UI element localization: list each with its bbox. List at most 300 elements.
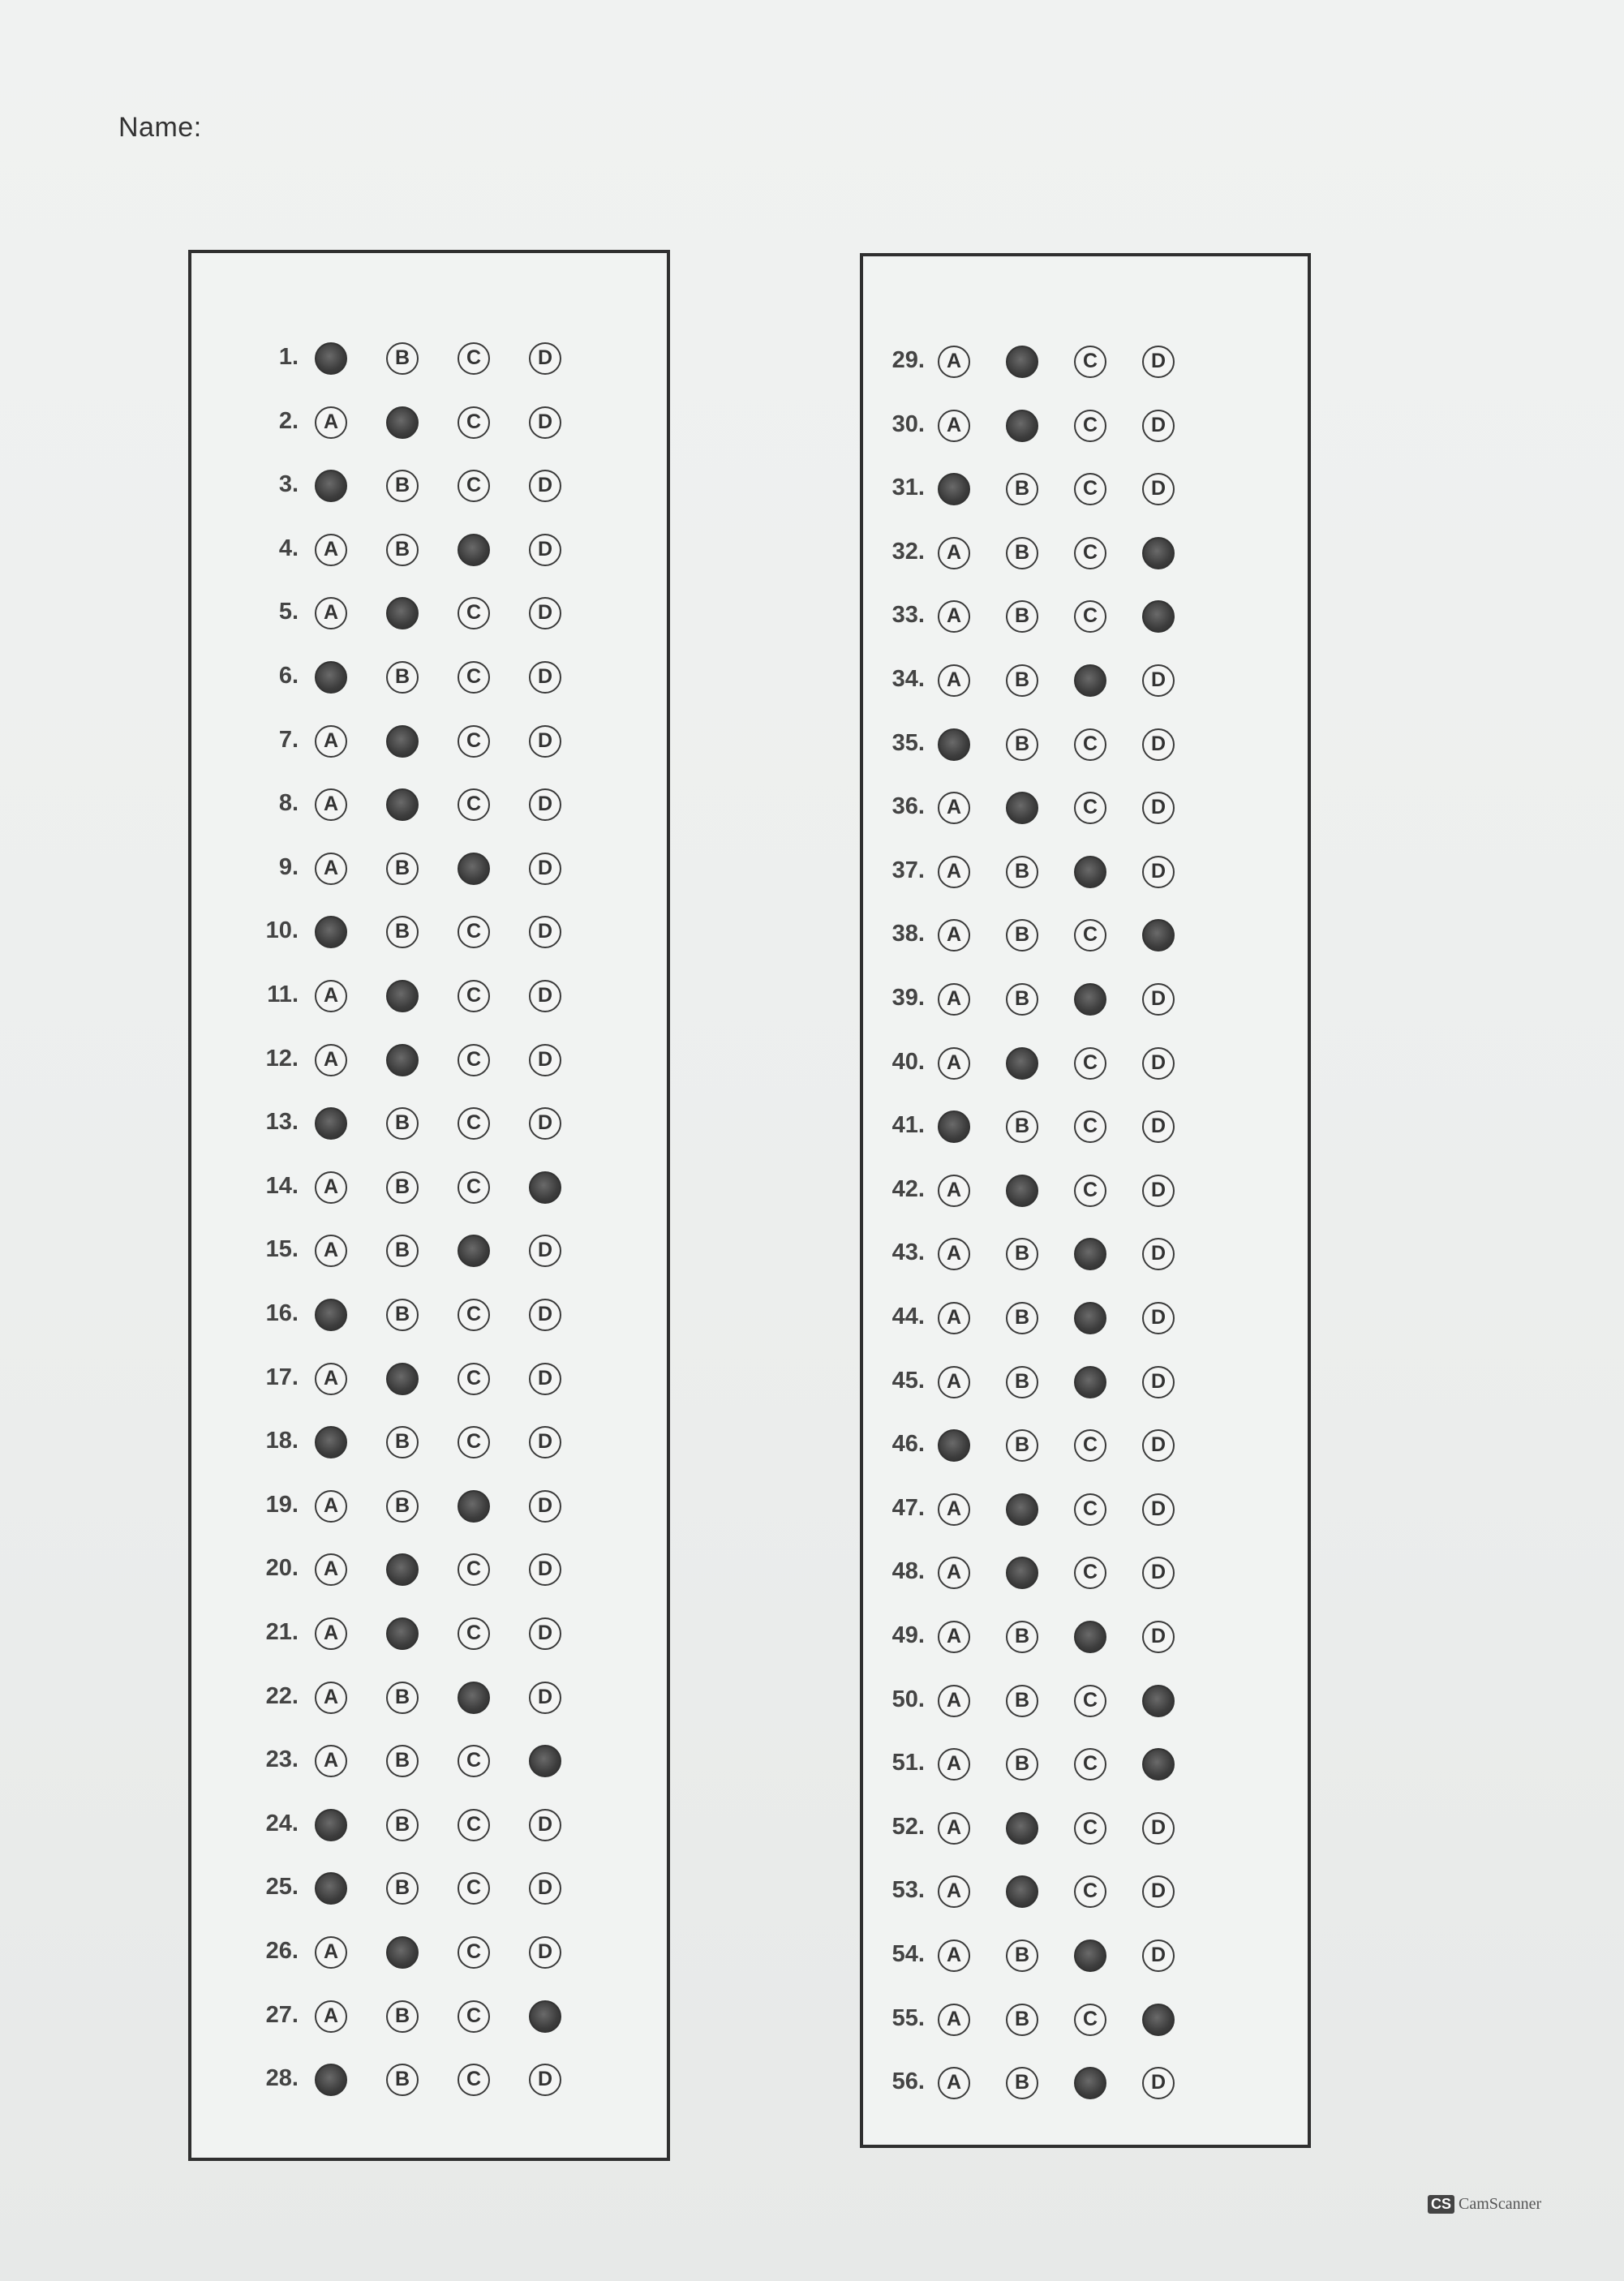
answer-bubble-c[interactable]: C [458,1617,490,1650]
answer-bubble-b[interactable]: B [1006,1110,1038,1143]
answer-bubble-c[interactable]: C [1074,1557,1106,1589]
answer-bubble-d[interactable]: D [529,1426,561,1458]
answer-bubble-a[interactable]: A [315,1363,347,1395]
answer-bubble-b[interactable] [1006,1557,1038,1589]
answer-bubble-a[interactable]: A [938,600,970,633]
answer-bubble-d[interactable] [1142,537,1175,569]
answer-bubble-d[interactable]: D [529,1235,561,1267]
answer-bubble-c[interactable]: C [458,1171,490,1204]
answer-bubble-b[interactable] [386,1044,419,1076]
answer-bubble-d[interactable]: D [529,916,561,948]
answer-bubble-a[interactable]: A [938,1557,970,1589]
answer-bubble-a[interactable]: A [938,346,970,378]
question-number: 55. [891,2004,925,2031]
answer-bubble-a[interactable] [938,1429,970,1462]
answer-bubble-b[interactable]: B [1006,537,1038,569]
answer-bubble-a[interactable]: A [938,1366,970,1398]
answer-bubble-b[interactable]: B [1006,1429,1038,1462]
question-row [863,911,1308,960]
answer-bubble-d[interactable]: D [1142,792,1175,824]
answer-bubble-b[interactable]: B [386,2064,419,2096]
answer-bubble-c[interactable]: C [458,470,490,502]
answer-bubble-d[interactable]: D [1142,1047,1175,1080]
answer-bubble-d[interactable]: D [1142,1175,1175,1207]
answer-bubble-a[interactable]: A [315,1682,347,1714]
question-row [863,529,1308,578]
question-row [863,1804,1308,1853]
question-row [863,1294,1308,1342]
answer-bubble-a[interactable] [315,1299,347,1331]
answer-bubble-d[interactable]: D [529,2064,561,2096]
question-number: 26. [265,1938,299,1964]
question-number: 33. [891,602,925,629]
answer-bubble-b[interactable]: B [386,1299,419,1331]
answer-bubble-b[interactable]: B [1006,919,1038,951]
answer-bubble-c[interactable] [1074,2067,1106,2099]
answer-bubble-a[interactable] [315,1809,347,1841]
answer-bubble-c[interactable]: C [1074,919,1106,951]
question-row [863,1358,1308,1407]
answer-bubble-b[interactable] [386,1553,419,1586]
answer-bubble-d[interactable]: D [529,1490,561,1523]
answer-bubble-a[interactable] [315,2064,347,2096]
question-number: 12. [265,1045,299,1072]
answer-bubble-b[interactable]: B [1006,1366,1038,1398]
question-number: 1. [278,344,299,370]
answer-bubble-d[interactable]: D [1142,1939,1175,1972]
answer-bubble-d[interactable]: D [529,725,561,758]
answer-bubble-c[interactable]: C [458,1299,490,1331]
answer-bubble-c[interactable]: C [1074,728,1106,761]
answer-bubble-b[interactable]: B [1006,983,1038,1016]
question-row [863,784,1308,832]
answer-bubble-b[interactable] [1006,1493,1038,1526]
answer-bubble-d[interactable]: D [529,1299,561,1331]
answer-bubble-c[interactable] [1074,1939,1106,1972]
answer-bubble-a[interactable]: A [315,534,347,566]
answer-bubble-b[interactable] [386,1363,419,1395]
answer-bubble-c[interactable]: C [458,2000,490,2033]
answer-bubble-b[interactable] [386,725,419,758]
answer-bubble-d[interactable]: D [529,1553,561,1586]
answer-bubble-d[interactable]: D [529,1936,561,1969]
answer-bubble-a[interactable]: A [938,664,970,697]
question-row [191,1355,667,1403]
question-row [863,337,1308,386]
answer-bubble-c[interactable]: C [458,2064,490,2096]
answer-bubble-d[interactable]: D [1142,1557,1175,1589]
answer-bubble-d[interactable] [529,1171,561,1204]
answer-bubble-d[interactable]: D [1142,664,1175,697]
answer-bubble-a[interactable]: A [315,1490,347,1523]
answer-bubble-c[interactable]: C [1074,600,1106,633]
answer-bubble-c[interactable] [1074,1366,1106,1398]
answer-bubble-b[interactable]: B [386,470,419,502]
answer-bubble-c[interactable]: C [458,597,490,629]
answer-bubble-d[interactable]: D [529,788,561,821]
question-row [191,1737,667,1785]
answer-bubble-c[interactable]: C [458,916,490,948]
question-row [191,1992,667,2041]
answer-bubble-c[interactable] [1074,983,1106,1016]
answer-bubble-a[interactable]: A [315,406,347,439]
answer-bubble-d[interactable]: D [529,661,561,694]
answer-bubble-d[interactable]: D [1142,1302,1175,1334]
answer-bubble-b[interactable]: B [386,534,419,566]
camscanner-text: CamScanner [1459,2195,1542,2213]
question-number: 15. [265,1236,299,1263]
answer-bubble-d[interactable]: D [1142,1812,1175,1845]
answer-bubble-b[interactable]: B [386,661,419,694]
answer-bubble-a[interactable] [938,1110,970,1143]
answer-bubble-a[interactable]: A [315,1044,347,1076]
answer-bubble-c[interactable]: C [1074,1812,1106,1845]
question-number: 36. [891,793,925,820]
answer-bubble-b[interactable] [386,788,419,821]
answer-bubble-d[interactable] [1142,600,1175,633]
question-number: 47. [891,1494,925,1521]
answer-bubble-c[interactable]: C [1074,1047,1106,1080]
answer-bubble-b[interactable]: B [1006,2067,1038,2099]
answer-bubble-d[interactable]: D [529,1363,561,1395]
answer-bubble-a[interactable] [938,728,970,761]
answer-bubble-d[interactable]: D [529,853,561,885]
question-number: 31. [891,475,925,501]
answer-bubble-b[interactable] [386,1936,419,1969]
answer-bubble-b[interactable]: B [386,1235,419,1267]
question-row [863,1995,1308,2044]
answer-bubble-b[interactable] [1006,1812,1038,1845]
answer-bubble-c[interactable]: C [458,406,490,439]
answer-bubble-c[interactable]: C [1074,1493,1106,1526]
answer-bubble-c[interactable] [458,853,490,885]
answer-bubble-c[interactable]: C [458,1363,490,1395]
answer-bubble-a[interactable]: A [315,2000,347,2033]
question-row [191,1609,667,1658]
answer-bubble-b[interactable]: B [386,1682,419,1714]
answer-bubble-d[interactable]: D [529,470,561,502]
answer-bubble-c[interactable]: C [458,1745,490,1777]
answer-bubble-c[interactable]: C [1074,537,1106,569]
answer-bubble-a[interactable]: A [938,983,970,1016]
question-row [863,1613,1308,1661]
answer-bubble-a[interactable] [315,661,347,694]
answer-bubble-d[interactable]: D [1142,983,1175,1016]
answer-bubble-d[interactable] [529,2000,561,2033]
answer-bubble-b[interactable]: B [1006,1238,1038,1270]
answer-bubble-a[interactable]: A [938,410,970,442]
answer-bubble-b[interactable] [1006,410,1038,442]
answer-bubble-b[interactable] [1006,346,1038,378]
answer-bubble-c[interactable]: C [458,342,490,375]
answer-bubble-a[interactable]: A [938,2067,970,2099]
answer-bubble-a[interactable] [315,1872,347,1905]
answer-bubble-b[interactable]: B [1006,856,1038,888]
question-row [863,656,1308,705]
answer-bubble-d[interactable]: D [1142,1493,1175,1526]
answer-bubble-d[interactable] [529,1745,561,1777]
answer-bubble-d[interactable]: D [529,1107,561,1140]
answer-bubble-d[interactable]: D [529,1682,561,1714]
answer-bubble-b[interactable]: B [386,1872,419,1905]
question-row [191,1864,667,1913]
answer-bubble-d[interactable]: D [529,1809,561,1841]
answer-bubble-a[interactable]: A [938,1812,970,1845]
answer-bubble-a[interactable]: A [315,1553,347,1586]
answer-bubble-d[interactable]: D [1142,473,1175,505]
question-number: 50. [891,1686,925,1712]
answer-bubble-a[interactable] [315,1107,347,1140]
answer-bubble-d[interactable] [1142,1748,1175,1781]
question-number: 42. [891,1175,925,1202]
answer-bubble-a[interactable] [315,1426,347,1458]
answer-bubble-b[interactable]: B [386,853,419,885]
answer-bubble-a[interactable] [315,916,347,948]
question-number: 40. [891,1048,925,1075]
question-row [191,1291,667,1339]
answer-bubble-b[interactable] [386,597,419,629]
question-row [191,1418,667,1467]
answer-bubble-c[interactable]: C [458,725,490,758]
question-row [191,972,667,1020]
answer-bubble-a[interactable]: A [938,537,970,569]
answer-bubble-d[interactable]: D [529,406,561,439]
answer-bubble-d[interactable]: D [1142,410,1175,442]
answer-bubble-b[interactable]: B [386,1809,419,1841]
answer-bubble-c[interactable] [458,1235,490,1267]
answer-bubble-b[interactable]: B [1006,1685,1038,1717]
answer-bubble-a[interactable]: A [315,1617,347,1650]
answer-bubble-d[interactable]: D [1142,2067,1175,2099]
answer-bubble-a[interactable]: A [938,1875,970,1908]
answer-bubble-a[interactable]: A [938,1175,970,1207]
question-row [863,1867,1308,1916]
answer-bubble-c[interactable] [1074,1621,1106,1653]
answer-bubble-c[interactable]: C [1074,1685,1106,1717]
question-row [191,334,667,383]
answer-bubble-c[interactable]: C [458,980,490,1012]
question-row [863,1421,1308,1470]
question-row [191,780,667,829]
answer-bubble-c[interactable]: C [1074,1875,1106,1908]
answer-bubble-c[interactable] [1074,1302,1106,1334]
question-number: 41. [891,1112,925,1139]
answer-bubble-a[interactable]: A [938,1748,970,1781]
right-answer-panel [860,253,1311,2148]
answer-bubble-b[interactable] [386,1617,419,1650]
answer-bubble-c[interactable]: C [458,1044,490,1076]
answer-bubble-c[interactable]: C [1074,792,1106,824]
answer-bubble-c[interactable] [458,1682,490,1714]
question-row [191,1099,667,1148]
question-number: 24. [265,1810,299,1836]
question-row [191,1036,667,1085]
answer-bubble-d[interactable]: D [1142,1110,1175,1143]
question-number: 46. [891,1431,925,1458]
question-row [191,398,667,447]
answer-bubble-d[interactable]: D [1142,1366,1175,1398]
answer-bubble-a[interactable]: A [315,725,347,758]
answer-bubble-d[interactable]: D [1142,1238,1175,1270]
question-number: 22. [265,1682,299,1709]
question-row [863,975,1308,1024]
answer-bubble-b[interactable]: B [1006,1302,1038,1334]
question-number: 16. [265,1300,299,1326]
answer-bubble-d[interactable]: D [529,980,561,1012]
answer-bubble-d[interactable]: D [1142,1875,1175,1908]
answer-bubble-d[interactable]: D [1142,1429,1175,1462]
answer-bubble-c[interactable]: C [458,1426,490,1458]
answer-bubble-b[interactable]: B [386,2000,419,2033]
answer-bubble-c[interactable]: C [1074,1429,1106,1462]
question-number: 51. [891,1750,925,1776]
question-number: 6. [278,663,299,689]
answer-bubble-d[interactable] [1142,1685,1175,1717]
answer-bubble-a[interactable]: A [938,919,970,951]
answer-bubble-c[interactable] [1074,1238,1106,1270]
question-number: 17. [265,1364,299,1390]
answer-bubble-b[interactable]: B [386,1171,419,1204]
question-number: 45. [891,1367,925,1394]
question-row [863,1230,1308,1278]
question-number: 53. [891,1877,925,1904]
answer-bubble-d[interactable]: D [1142,1621,1175,1653]
answer-bubble-c[interactable]: C [1074,1175,1106,1207]
question-number: 30. [891,410,925,437]
answer-bubble-c[interactable]: C [458,661,490,694]
answer-bubble-a[interactable]: A [315,1745,347,1777]
answer-bubble-a[interactable]: A [938,1238,970,1270]
question-row [191,717,667,766]
answer-bubble-d[interactable]: D [1142,346,1175,378]
answer-bubble-a[interactable]: A [315,1171,347,1204]
question-number: 35. [891,729,925,756]
answer-bubble-a[interactable]: A [938,856,970,888]
question-row [863,1485,1308,1534]
question-row [191,1482,667,1531]
answer-bubble-c[interactable]: C [458,1107,490,1140]
answer-bubble-b[interactable]: B [386,1107,419,1140]
question-row [863,1677,1308,1725]
question-number: 14. [265,1172,299,1199]
answer-bubble-b[interactable]: B [386,1745,419,1777]
answer-bubble-c[interactable] [458,1490,490,1523]
answer-bubble-c[interactable]: C [458,1872,490,1905]
question-number: 25. [265,1874,299,1901]
answer-bubble-d[interactable]: D [529,534,561,566]
answer-bubble-c[interactable]: C [458,1809,490,1841]
answer-bubble-d[interactable] [1142,2004,1175,2036]
answer-bubble-a[interactable]: A [315,1235,347,1267]
answer-bubble-a[interactable]: A [938,1685,970,1717]
answer-bubble-c[interactable]: C [1074,346,1106,378]
answer-bubble-a[interactable]: A [315,1936,347,1969]
answer-bubble-d[interactable]: D [1142,856,1175,888]
answer-bubble-b[interactable] [1006,1875,1038,1908]
answer-bubble-a[interactable]: A [938,1621,970,1653]
question-number: 44. [891,1304,925,1330]
answer-bubble-a[interactable]: A [938,792,970,824]
answer-bubble-a[interactable]: A [315,853,347,885]
answer-bubble-b[interactable]: B [1006,664,1038,697]
answer-bubble-b[interactable]: B [1006,1748,1038,1781]
question-row [191,1801,667,1849]
answer-bubble-c[interactable]: C [458,788,490,821]
answer-bubble-c[interactable]: C [458,1936,490,1969]
answer-bubble-c[interactable]: C [1074,1748,1106,1781]
question-number: 39. [891,985,925,1011]
question-row [191,1163,667,1212]
answer-bubble-b[interactable]: B [1006,1939,1038,1972]
answer-bubble-a[interactable]: A [315,597,347,629]
question-row [191,1226,667,1275]
answer-bubble-a[interactable]: A [938,1493,970,1526]
question-row [191,1545,667,1594]
answer-bubble-a[interactable]: A [938,1302,970,1334]
answer-bubble-c[interactable]: C [1074,1110,1106,1143]
question-number: 9. [278,853,299,880]
answer-bubble-c[interactable] [458,534,490,566]
answer-bubble-c[interactable]: C [1074,2004,1106,2036]
answer-bubble-b[interactable]: B [1006,473,1038,505]
answer-bubble-c[interactable]: C [458,1553,490,1586]
answer-bubble-d[interactable]: D [529,1872,561,1905]
answer-bubble-b[interactable]: B [386,342,419,375]
question-number: 37. [891,857,925,883]
answer-bubble-b[interactable]: B [1006,728,1038,761]
answer-bubble-b[interactable] [1006,1047,1038,1080]
answer-bubble-b[interactable]: B [386,1426,419,1458]
answer-bubble-a[interactable] [938,473,970,505]
answer-bubble-b[interactable] [1006,1175,1038,1207]
question-number: 7. [278,726,299,753]
left-answer-panel [188,250,670,2161]
answer-bubble-d[interactable]: D [529,1044,561,1076]
answer-bubble-a[interactable]: A [938,2004,970,2036]
question-number: 5. [278,599,299,625]
answer-bubble-d[interactable]: D [529,342,561,375]
answer-bubble-a[interactable] [315,470,347,502]
answer-bubble-c[interactable]: C [1074,473,1106,505]
question-number: 11. [267,982,299,1007]
answer-bubble-a[interactable]: A [315,980,347,1012]
answer-bubble-c[interactable] [1074,856,1106,888]
answer-bubble-a[interactable] [315,342,347,375]
answer-bubble-a[interactable]: A [315,788,347,821]
answer-bubble-a[interactable]: A [938,1047,970,1080]
question-number: 13. [265,1109,299,1136]
answer-bubble-c[interactable] [1074,664,1106,697]
answer-bubble-a[interactable]: A [938,1939,970,1972]
question-row [863,1039,1308,1088]
question-row [191,908,667,956]
answer-bubble-d[interactable]: D [529,1617,561,1650]
answer-bubble-b[interactable]: B [386,916,419,948]
answer-bubble-b[interactable] [386,980,419,1012]
answer-bubble-d[interactable]: D [529,597,561,629]
answer-bubble-d[interactable] [1142,919,1175,951]
answer-bubble-b[interactable]: B [1006,600,1038,633]
answer-bubble-b[interactable]: B [1006,2004,1038,2036]
answer-bubble-c[interactable]: C [1074,410,1106,442]
answer-bubble-b[interactable] [1006,792,1038,824]
answer-bubble-b[interactable]: B [386,1490,419,1523]
question-number: 3. [278,471,299,498]
answer-bubble-b[interactable]: B [1006,1621,1038,1653]
answer-bubble-d[interactable]: D [1142,728,1175,761]
question-row [191,1673,667,1722]
answer-bubble-b[interactable] [386,406,419,439]
